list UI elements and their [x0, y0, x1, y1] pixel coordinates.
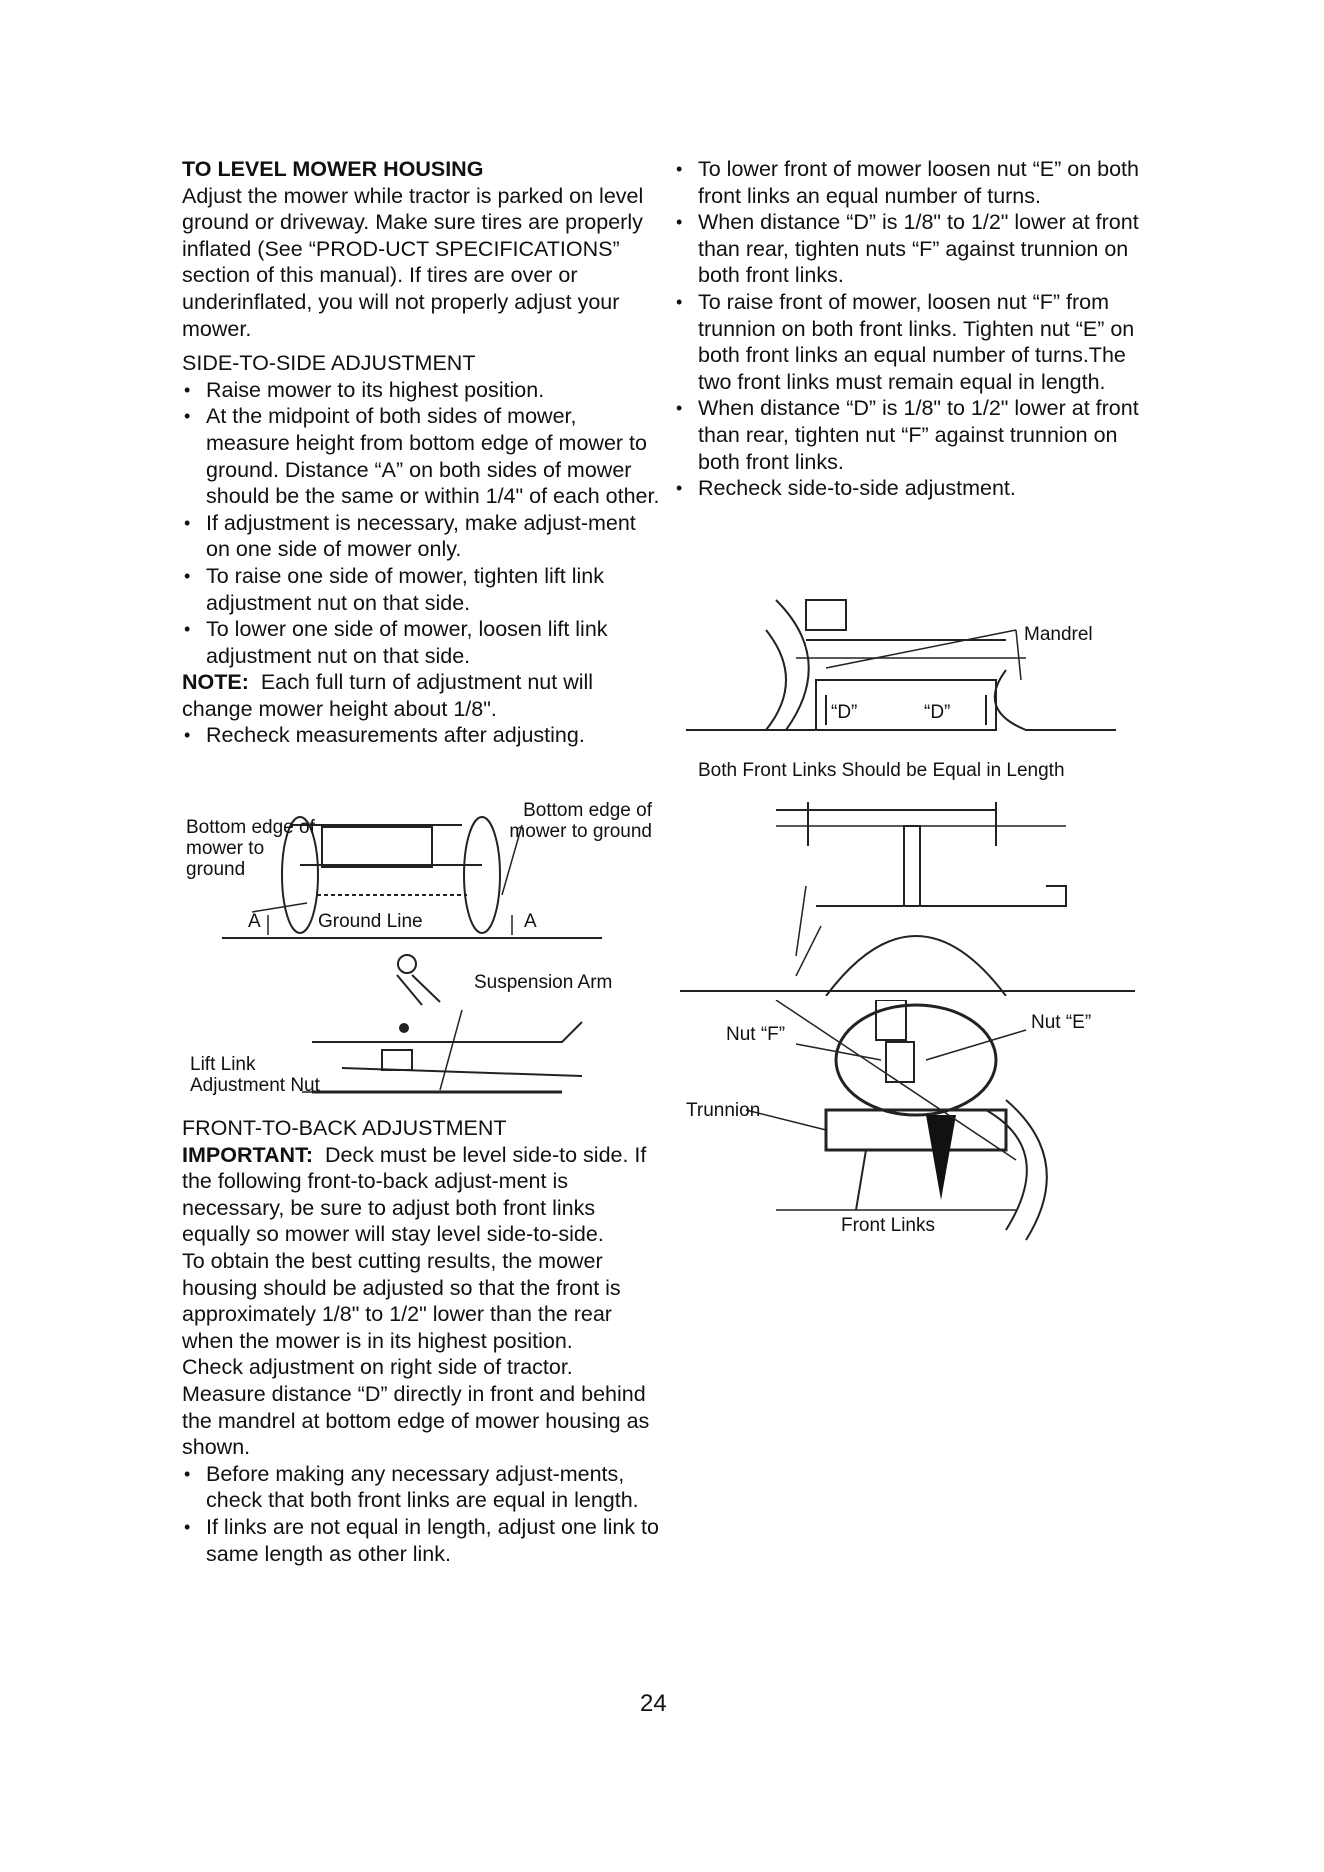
list-item: • If links are not equal in length, adjust one link to same length as other link.	[182, 1514, 662, 1567]
trunnion-label: Trunnion	[686, 1100, 761, 1121]
list-item: • Recheck measurements after adjusting.	[182, 722, 662, 749]
front-to-back-heading: FRONT-TO-BACK ADJUSTMENT	[182, 1116, 507, 1140]
note-paragraph	[182, 669, 662, 722]
list-item: • Before making any necessary adjust-ments, check that both front links are equal in length.	[182, 1461, 662, 1514]
right-column	[674, 156, 1144, 502]
list-item: • To lower front of mower loosen nut “E” on both front links an equal number of turns.	[674, 156, 1144, 209]
recheck-list	[182, 722, 662, 749]
divider	[680, 990, 1135, 992]
ground-line-label: Ground Line	[318, 911, 423, 932]
important-label: IMPORTANT:	[182, 1142, 313, 1167]
mandrel-label: Mandrel	[1024, 624, 1093, 645]
list-item: • Recheck side-to-side adjustment.	[674, 475, 1144, 502]
side-to-side-list	[182, 377, 662, 670]
nut-e-label: Nut “E”	[1031, 1012, 1092, 1033]
page-number: 24	[640, 1690, 667, 1717]
list-item: • At the midpoint of both sides of mower, measure height from bottom edge of mower to ground. Distance “A” on both sides of mower should be the same or within 1/4" of each other.	[182, 403, 662, 509]
distance-d-rear-label: “D”	[924, 702, 951, 723]
lift-link-adjustment-nut-label: Lift Link Adjustment Nut	[190, 1054, 320, 1096]
distance-a-left-label: A	[248, 911, 261, 932]
bottom-edge-left-label: Bottom edge of mower to ground	[186, 817, 315, 880]
nut-trunnion-figure	[676, 1000, 1146, 1250]
list-item: • To raise one side of mower, tighten lift link adjustment nut on that side.	[182, 563, 662, 616]
front-links-label: Front Links	[841, 1215, 935, 1236]
front-to-back-list	[182, 1461, 662, 1567]
intro-paragraph: Adjust the mower while tractor is parked on level ground or driveway. Make sure tires are properly inflated (See “PROD-UCT SPECIFICATIONS” section of this manual). If tires are over or underinflated, you will not properly adjust your mower.	[182, 183, 644, 341]
list-item: • When distance “D” is 1/8" to 1/2" lower at front than rear, tighten nut “F” against trunnion on both front links.	[674, 395, 1144, 475]
check-paragraph: Check adjustment on right side of tractor. Measure distance “D” directly in front and behind the mandrel at bottom edge of mower housing as shown.	[182, 1355, 650, 1460]
list-item: • To lower one side of mower, loosen lift link adjustment nut on that side.	[182, 616, 662, 669]
front-adjustment-list	[674, 156, 1144, 502]
note-text: Each full turn of adjustment nut will change mower height about 1/8".	[182, 670, 594, 721]
obtain-paragraph: To obtain the best cutting results, the mower housing should be adjusted so that the front is approximately 1/8" to 1/2" lower than the rear when the mower is in its highest position.	[182, 1248, 621, 1353]
distance-d-front-label: “D”	[831, 702, 858, 723]
important-paragraph	[182, 1142, 662, 1248]
important-text: Deck must be level side-to side. If the following front-to-back adjust-ment is necessary, be sure to adjust both front links equally so mower will stay level side-to-side.	[182, 1142, 647, 1247]
note-label: NOTE:	[182, 670, 249, 695]
list-item: • If adjustment is necessary, make adjust-ment on one side of mower only.	[182, 510, 662, 563]
mandrel-caption: Both Front Links Should be Equal in Length	[698, 760, 1065, 781]
mandrel-illustration	[676, 590, 1146, 740]
list-item: • When distance “D” is 1/8" to 1/2" lower at front than rear, tighten nuts “F” against trunnion on both front links.	[674, 209, 1144, 289]
left-column	[182, 156, 662, 749]
side-to-side-heading: SIDE-TO-SIDE ADJUSTMENT	[182, 351, 476, 376]
list-item: • To raise front of mower, loosen nut “F” from trunnion on both front links. Tighten nut “E” on both front links an equal number of turns.The two front links must remain equal in length.	[674, 289, 1144, 395]
bottom-edge-right-label: Bottom edge of mower to ground	[509, 800, 652, 842]
front-link-length-figure	[676, 796, 1146, 996]
nut-f-label: Nut “F”	[726, 1024, 786, 1045]
distance-a-right-label: A	[524, 911, 537, 932]
left-column-continued	[182, 1115, 662, 1567]
ground-line-figure	[182, 795, 652, 945]
lift-link-figure	[182, 950, 652, 1100]
suspension-arm-label: Suspension Arm	[474, 972, 613, 993]
section-heading: TO LEVEL MOWER HOUSING	[182, 157, 484, 181]
mandrel-figure	[676, 590, 1146, 790]
front-link-length-illustration	[676, 796, 1146, 996]
list-item: • Raise mower to its highest position.	[182, 377, 662, 404]
